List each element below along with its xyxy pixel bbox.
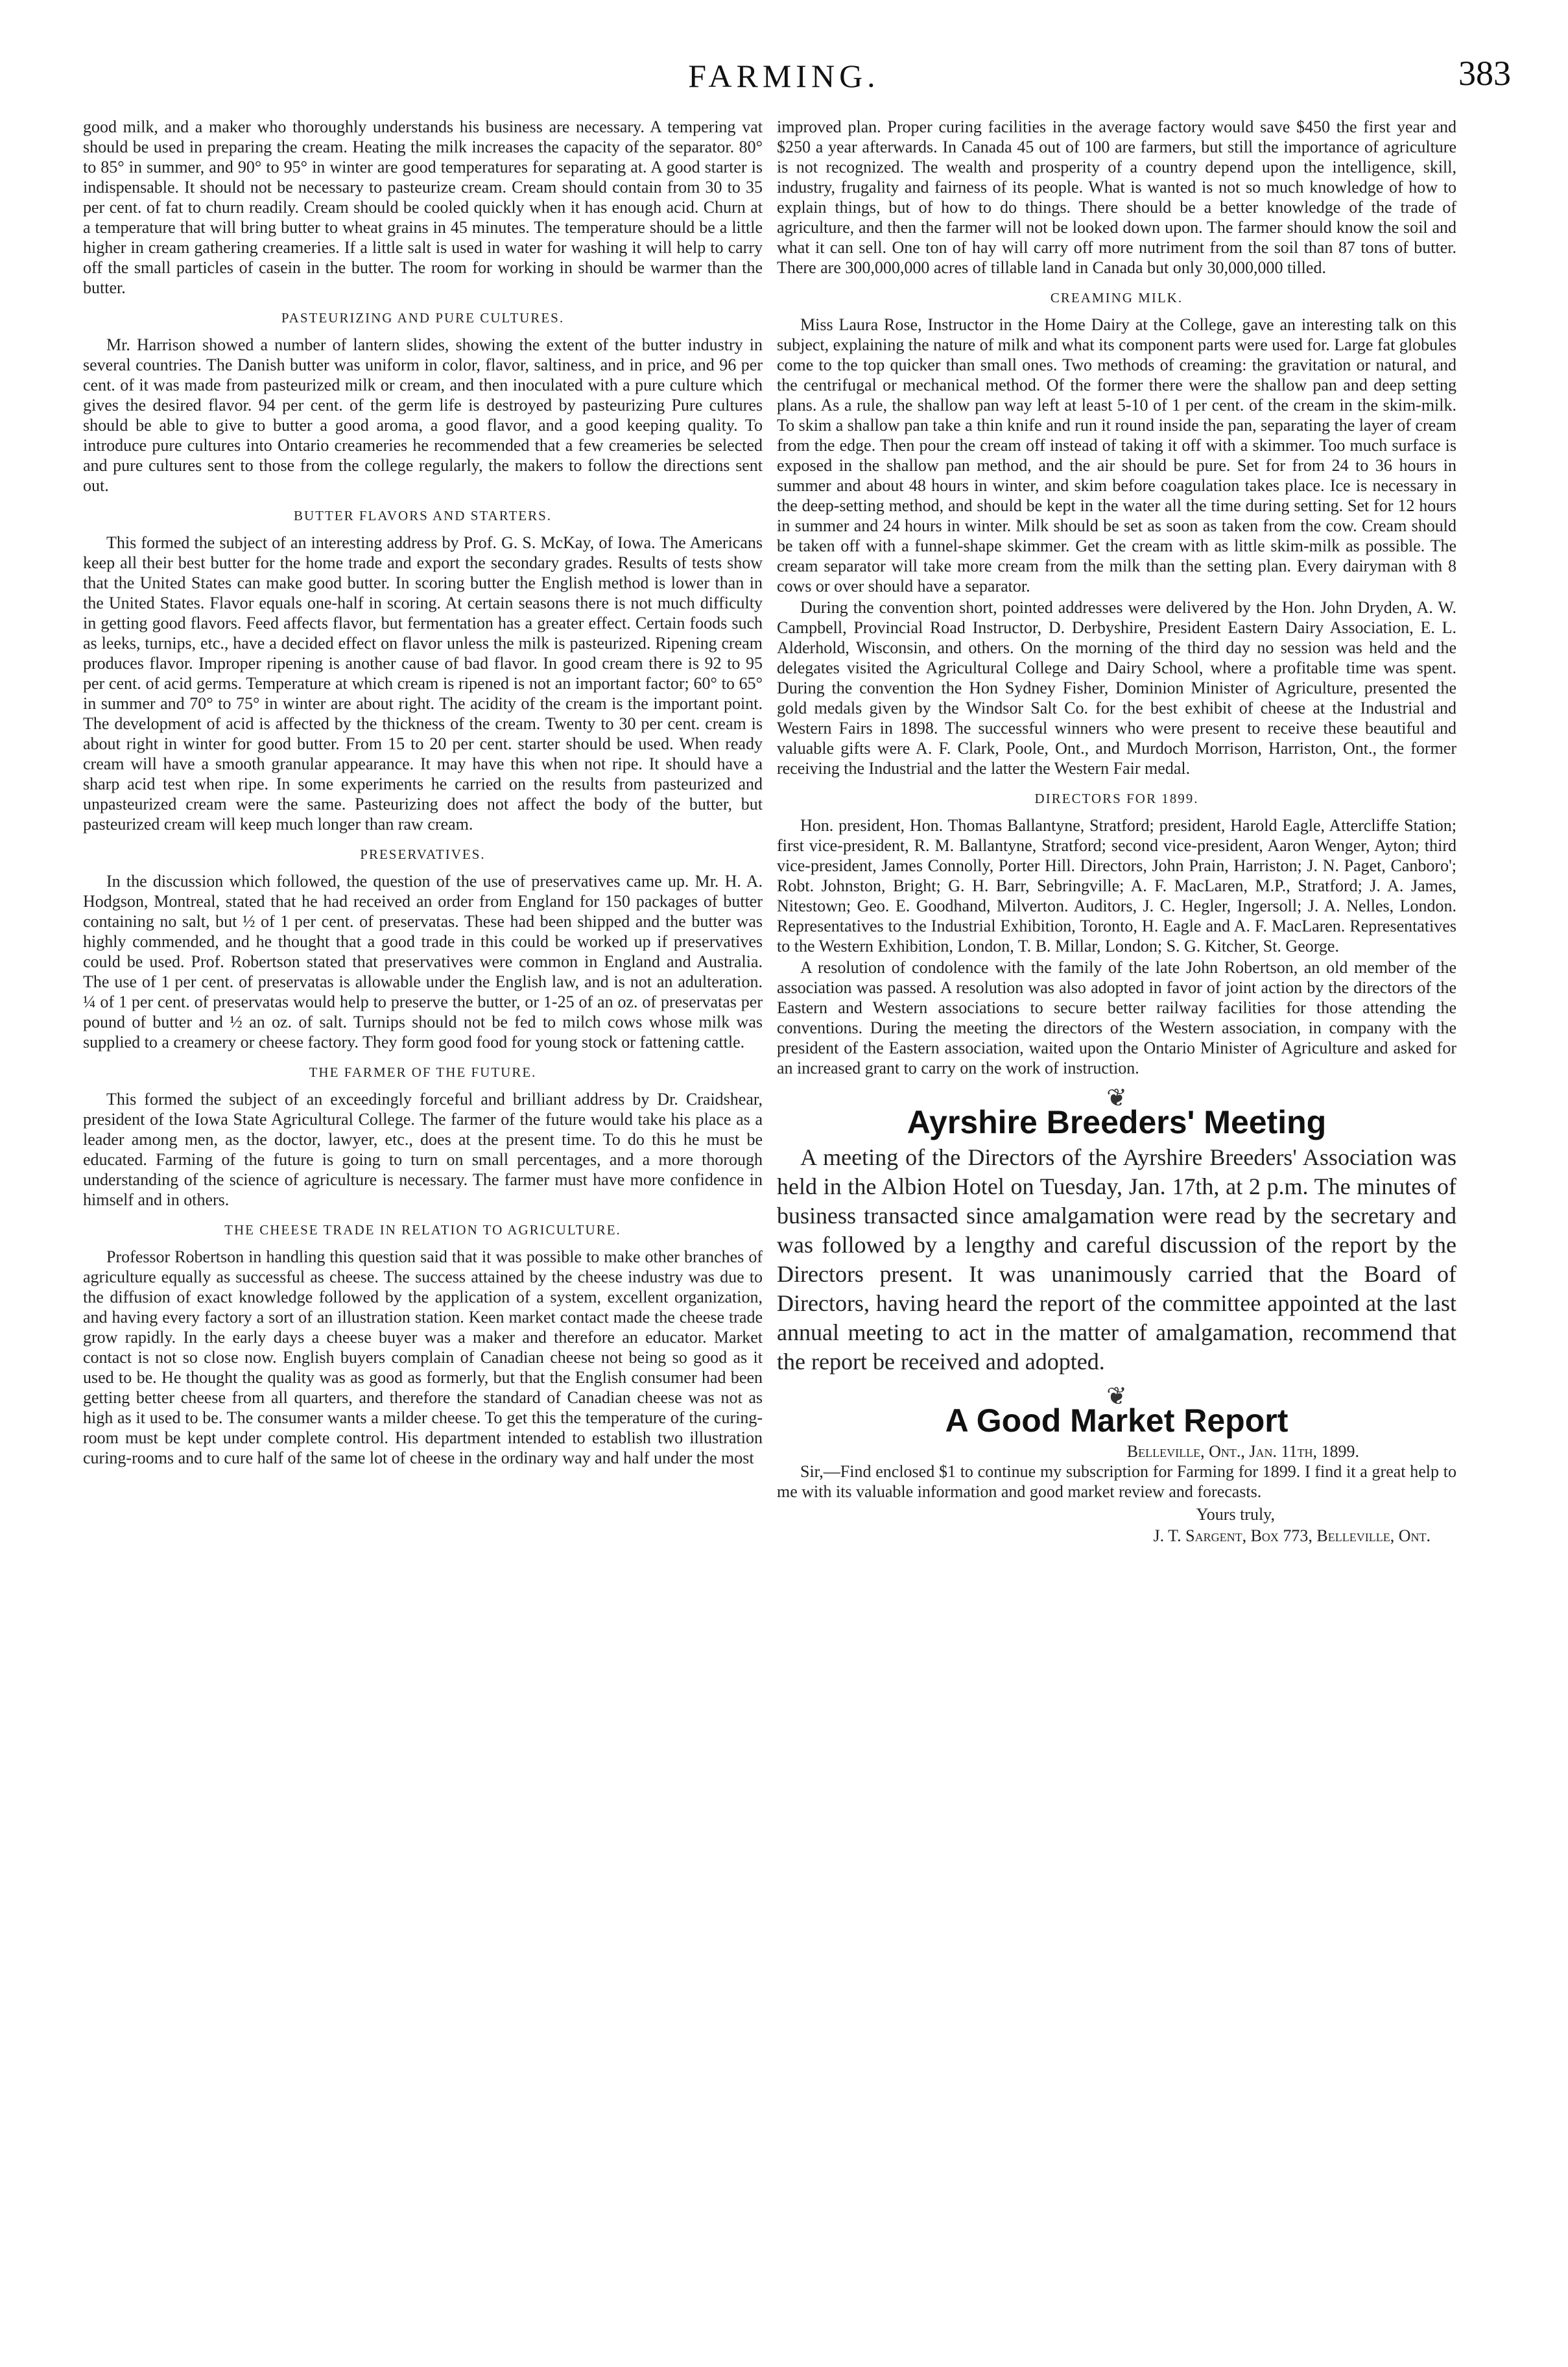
section-paragraph: This formed the subject of an exceedingly forceful and brilliant address by Dr. Craidshear, president of the Iowa State Agricultural College. The farmer of the future would take his place as a leader among men, as the doctor, lawyer, etc., does at the present time. To do this he must be educated. Farming of the future is going to turn on small percentages, and a more thorough understanding of the science of agriculture is necessary. The farmer must have more confidence in himself and in others. (83, 1090, 763, 1209)
letter-dateline: Belleville, Ont., Jan. 11th, 1899. (1126, 1442, 1359, 1461)
page-number: 383 (1458, 54, 1511, 93)
section-paragraph: Professor Robertson in handling this question said that it was possible to make other branches of agriculture equally as successful as cheese. The success attained by the cheese industry was due to the diffusion of exact knowledge followed by the application of a system, excellent organization, and having every factory a sort of an illustration station. Keen market contact made the cheese trade grow rapidly. In the early days a cheese buyer was a maker and therefore an educator. Market contact is not so close now. English buyers complain of Canadian cheese not being so good as it used to be. He thought the quality was as good as formerly, but that the English consumer had been getting better cheese from all quarters, and therefore the standard of Canadian cheese was not as high as it used to be. The consumer wants a milder cheese. To get this the temperature of the curing-room must be kept under complete control. His department intended to establish two illustration curing-rooms and to cure half of the same lot of cheese in the ordinary way and half under the most (83, 1247, 763, 1467)
letter-signature: J. T. Sargent, Box 773, Belleville, Ont. (1153, 1526, 1431, 1545)
section-paragraph: In the discussion which followed, the question of the use of preservatives came up. Mr. H. A. Hodgson, Montreal, stated that he had received an order from England for 150 packages of butter containing no salt, but ½ of 1 per cent. of preservatas. These had been shipped and the butter was highly commended, and he thought that a good trade in this could be worked up if preservatives could be used. Prof. Robertson stated that preservatives were common in England and Australia. The use of 1 per cent. of preservatas is allowable under the English law, and is not an adulteration. ¼ of 1 per cent. of preservatas would help to preserve the butter, or 1-25 of an oz. of preservatas per pound of butter and ½ an oz. of salt. Turnips should not be fed to milch cows whose milk was supplied to a creamery or cheese factory. They form good food for young stock or fattening cattle. (83, 872, 763, 1051)
section-heading: THE FARMER OF THE FUTURE. (309, 1064, 537, 1080)
letter-closing: Yours truly, (1196, 1505, 1275, 1524)
continued-paragraph: good milk, and a maker who thoroughly understands his business are necessary. A tempering vat should be used in preparing the cream. Heating the milk increases the capacity of the separator. 80° to 85° in summer, and 90° to 95° in winter are good temperatures for separating at. A good starter is indispensable. It should not be necessary to pasteurize cream. Cream should contain from 30 to 35 per cent. of fat to churn readily. Cream should be cooled quickly when it has enough acid. Churn at a temperature that will bring butter to wheat grains in 45 minutes. The temperature should be a little higher in cream gathering creameries. If a little salt is used in water for washing it will help to carry off the small particles of casein in the butter. The room for working in should be warmer than the butter. (83, 117, 763, 297)
section-paragraph: Mr. Harrison showed a number of lantern slides, showing the extent of the butter industry in several countries. The Danish butter was uniform in color, flavor, saltiness, and in price, and 96 per cent. of it was made from pasteurized milk or cream, and then inoculated with a pure culture which gives the desired flavor. 94 per cent. of the germ life is destroyed by pasteurizing Pure cultures should be able to give to butter a good aroma, a good flavor, and a good keeping quality. To introduce pure cultures into Ontario creameries he recommended that a few creameries be selected and pure cultures sent to those from the college regularly, the makers to follow the directions sent out. (83, 335, 763, 495)
article-paragraph: A meeting of the Directors of the Ayrshire Breeders' Association was held in the Albion Hotel on Tuesday, Jan. 17th, at 2 p.m. The minutes of business transacted since amalgamation were read by the secretary and was followed by a lengthy and careful discussion of the report by the Directors present. It was unanimously carried that the Board of Directors, having heard the report of the committee appointed at the last annual meeting to act in the matter of amalgamation, recommend that the report be received and adopted. (777, 1144, 1456, 1375)
section-paragraph: During the convention short, pointed addresses were delivered by the Hon. John Dryden, A. W. Campbell, Provincial Road Instructor, D. Derbyshire, President Eastern Dairy Association, E. L. Alderhold, Wisconsin, and others. On the morning of the third day no session was held and the delegates visited the Agricultural College and Dairy School, where a profitable time was spent. During the convention the Hon Sydney Fisher, Dominion Minister of Agriculture, presented the gold medals given by the Windsor Salt Co. for the best exhibit of cheese at the Industrial and Western Fairs in 1898. The successful winners who were present to receive these beautiful and valuable gifts were A. F. Clark, Poole, Ont., and Murdoch Morrison, Harriston, Ont., the former receiving the Industrial and the latter the Western Fair medal. (777, 598, 1456, 778)
section-heading: CREAMING MILK. (1050, 290, 1183, 306)
letter-body: Sir,—Find enclosed $1 to continue my subscription for Farming for 1899. I find it a great help to me with its valuable information and good market review and forecasts. (777, 1462, 1456, 1501)
section-paragraph: Hon. president, Hon. Thomas Ballantyne, Stratford; president, Harold Eagle, Attercliffe Station; first vice-president, R. M. Ballantyne, Stratford; second vice-president, Aaron Wenger, Ayton; third vice-president, James Connolly, Porter Hill. Directors, John Prain, Harriston; J. N. Paget, Canboro'; Robt. Johnston, Bright; G. H. Barr, Sebringville; A. F. MacLaren, M.P., Stratford; J. A. James, Nitestown; Geo. E. Goodhand, Milverton. Auditors, J. C. Hegler, Ingersoll; J. A. Nelles, London. Representatives to the Industrial Exhibition, Toronto, H. Eagle and A. F. MacLaren. Representatives to the Western Exhibition, London, T. B. Millar, London; S. G. Kitcher, St. George. (777, 816, 1456, 955)
section-heading: PRESERVATIVES. (360, 847, 486, 862)
right-column (777, 117, 1456, 2342)
section-paragraph: A resolution of condolence with the family of the late John Robertson, an old member of the association was passed. A resolution was also adopted in favor of joint action by the directors of the Eastern and Western associations to secure better railway facilities for those attending the conventions. During the meeting the directors of the Western association, in company with the president of the Eastern association, waited upon the Ontario Minister of Agriculture and asked for an increased grant to carry on the work of instruction. (777, 958, 1456, 1077)
fleuron-ornament-icon: ❦ (1106, 1383, 1127, 1410)
article-body (777, 1143, 1456, 1376)
section-heading: THE CHEESE TRADE IN RELATION TO AGRICULTURE. (224, 1222, 621, 1238)
section-heading: DIRECTORS FOR 1899. (1034, 791, 1199, 806)
article-title: Ayrshire Breeders' Meeting (907, 1104, 1327, 1140)
article-title: A Good Market Report (945, 1402, 1289, 1439)
section-paragraph: Miss Laura Rose, Instructor in the Home Dairy at the College, gave an interesting talk on this subject, explaining the nature of milk and what its component parts were used for. Large fat globules come to the top quicker than small ones. Two methods of creaming: the gravitation or natural, and the centrifugal or mechanical method. Of the former there were the shallow pan and deep setting plans. As a rule, the shallow pan way left at least 5-10 of 1 per cent. of the cream in the skim-milk. To skim a shallow pan take a thin knife and run it round inside the pan, separating the layer of cream from the edge. Then pour the cream off instead of taking it off with a skimmer. Too much surface is exposed in the shallow pan method, and the air should be pure. Set for from 24 to 36 hours in summer and about 48 hours in winter, and skim before coagulation takes place. Ice is necessary in the deep-setting method, and should be kept in the water all the time during setting. Set for 12 hours in summer and 24 hours in winter. Milk should be set as soon as taken from the cow. Cream should be taken off with a funnel-shape skimmer. Get the cream with as little skim-milk as possible. The cream separator will take more cream from the milk than the setting plan. Every dairyman with 8 cows or over should have a separator. (777, 315, 1456, 595)
fleuron-ornament-icon: ❦ (1106, 1085, 1127, 1112)
section-heading: BUTTER FLAVORS AND STARTERS. (293, 508, 552, 523)
continued-paragraph: improved plan. Proper curing facilities in the average factory would save $450 the first year and $250 a year afterwards. In Canada 45 out of 100 are farmers, but still the importance of agriculture is not recognized. The wealth and prosperity of a country depend upon the intelligence, skill, industry, frugality and fairness of its people. What is wanted is not so much knowledge of how to explain things, but of how to do things. There should be a better knowledge of the trade of agriculture, and then the farmer will not be looked down upon. The farmer should know the soil and what it can sell. One ton of hay will carry off more nutriment from the soil than 87 tons of butter. There are 300,000,000 acres of tillable land in Canada but only 30,000,000 tilled. (777, 117, 1456, 277)
section-heading: PASTEURIZING AND PURE CULTURES. (281, 310, 565, 326)
section-paragraph: This formed the subject of an interesting address by Prof. G. S. McKay, of Iowa. The Americans keep all their best butter for the home trade and export the secondary grades. Results of tests show that the United States can make good butter. In scoring butter the English method is lower than in the United States. Flavor equals one-half in scoring. At certain seasons there is not much difficulty in getting good flavors. Feed affects flavor, but fermentation has a greater effect. Certain foods such as leeks, turnips, etc., have a decided effect on flavor unless the milk is pasteurized. Ripening cream produces flavor. Improper ripening is another cause of bad flavor. In good cream there is 92 to 95 per cent. of acid germs. Temperature at which cream is ripened is not an important factor; 60° to 65° in summer and 70° to 75° in winter are about right. The acidity of the cream is the important point. The development of acid is affected by the thickness of the cream. Twenty to 30 per cent. cream is about right in winter for good butter. From 15 to 20 per cent. starter should be used. When ready cream will have a smooth granular appearance. It may have this when not ripe. It should have a sharp acid test when ripe. In some experiments he carried on the results from pasteurized and unpasteurized cream were the same. Pasteurizing does not affect the body of the butter, but pasteurized cream will keep much longer than raw cream. (83, 533, 763, 834)
left-column (83, 117, 763, 2342)
running-head: FARMING. (688, 58, 880, 94)
